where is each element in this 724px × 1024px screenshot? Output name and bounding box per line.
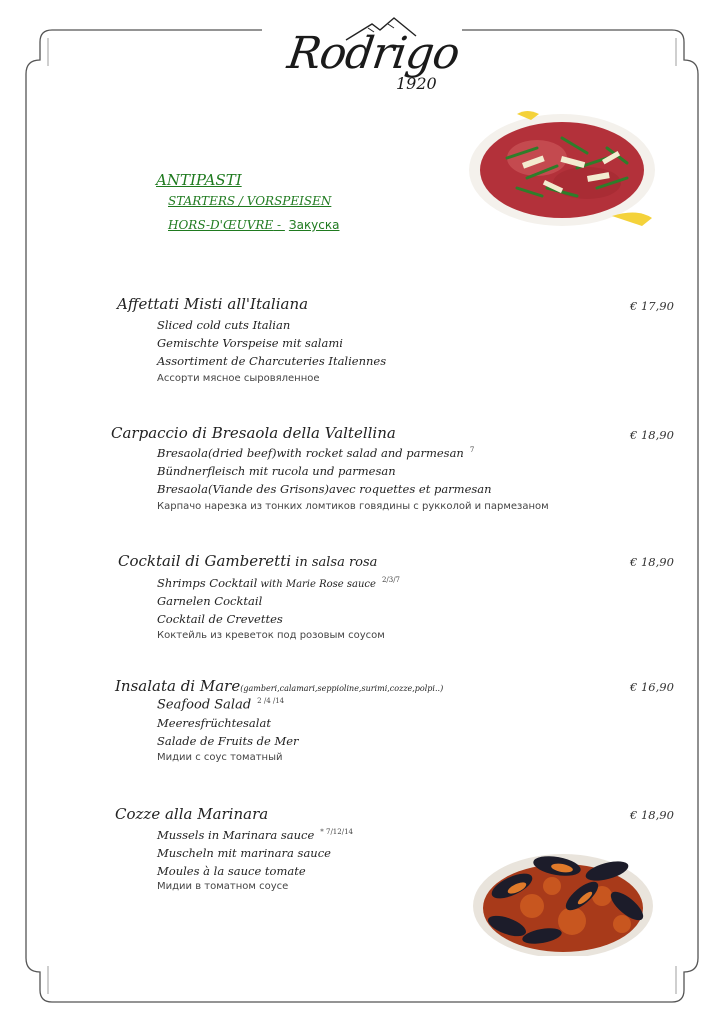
section-subtitle: STARTERS / VORSPEISEN [168, 194, 332, 208]
dish-desc-de: Meeresfrüchtesalat [157, 716, 271, 730]
logo-year: 1920 [396, 74, 437, 93]
dish-desc-ru: Коктейль из креветок под розовым соусом [157, 630, 385, 641]
dish-desc-ru: Ассорти мясное сыровяленное [157, 373, 320, 384]
dish-desc-en-text: Seafood Salad [157, 697, 252, 713]
dish-desc-en [157, 697, 284, 712]
mussels-photo [472, 836, 654, 956]
dish-price: € 16,90 [630, 680, 674, 694]
section-separator: - [273, 218, 285, 232]
dish-name-text: Cocktail di Gamberetti [118, 552, 292, 570]
dish-desc-fr: Salade de Fruits de Mer [157, 734, 299, 748]
dish-name-suffix: in salsa rosa [291, 555, 378, 570]
dish-name-text: Insalata di Mare [115, 677, 241, 695]
dish-desc-en [157, 828, 353, 842]
dish-desc-ru: Мидии с соус томатный [157, 752, 283, 763]
section-subtitle-ru: Закуска [288, 218, 340, 232]
dish-desc-fr: Cocktail de Crevettes [157, 612, 283, 626]
dish-name: Carpaccio di Bresaola della Valtellina [111, 424, 396, 442]
logo-name: Rodrigo [284, 28, 463, 79]
dish-desc-ru: Мидии в томатном соусе [157, 881, 289, 892]
dish-name: Cozze alla Marinara [115, 805, 269, 823]
dish-desc-fr: Bresaola(Viande des Grisons)avec roquettes et parmesan [157, 482, 492, 496]
dish-desc-en-text: Shrimps Cocktail [157, 576, 258, 590]
dish-name [115, 677, 443, 695]
dish-desc-en-text: Bresaola(dried beef)with rocket salad and parmesan [157, 446, 464, 460]
dish-desc-de: Bündnerfleisch mit rucola und parmesan [157, 464, 396, 478]
dish-desc-fr: Moules à la sauce tomate [157, 864, 306, 878]
allergen-codes: 2 /4 /14 [257, 697, 285, 705]
dish-price: € 18,90 [630, 428, 674, 442]
dish-desc-en-text: Mussels in Marinara sauce [157, 828, 315, 842]
allergen-codes: * 7/12/14 [320, 828, 353, 837]
dish-desc-en: Sliced cold cuts Italian [157, 318, 291, 332]
allergen-codes: 7 [469, 446, 475, 455]
dish-desc-de: Garnelen Cocktail [157, 594, 263, 608]
dish-desc-en [157, 576, 400, 590]
dish-price: € 18,90 [630, 808, 674, 822]
section-title: ANTIPASTI [156, 171, 242, 189]
restaurant-logo [276, 14, 463, 94]
section-subtitle-fr: HORS-D'ŒUVRE [168, 218, 274, 232]
allergen-codes: 2/3/7 [381, 576, 401, 585]
dish-price: € 17,90 [630, 299, 674, 313]
dish-price: € 18,90 [630, 555, 674, 569]
dish-name-suffix: (gamberi,calamari,seppioline,surimi,cozze,polpi..) [240, 684, 444, 693]
section-subtitle-2 [168, 218, 340, 232]
dish-desc-en [157, 446, 474, 460]
dish-name: Affettati Misti all'Italiana [117, 295, 309, 313]
dish-name [118, 552, 377, 570]
carpaccio-photo [467, 108, 657, 228]
dish-desc-de: Muscheln mit marinara sauce [157, 846, 331, 860]
dish-desc-fr: Assortiment de Charcuteries Italiennes [157, 354, 387, 368]
dish-desc-ru: Карпачо нарезка из тонких ломтиков говядины с рукколой и пармезаном [157, 501, 549, 512]
dish-desc-en-suffix: with Marie Rose sauce [257, 579, 376, 590]
dish-desc-de: Gemischte Vorspeise mit salami [157, 336, 343, 350]
